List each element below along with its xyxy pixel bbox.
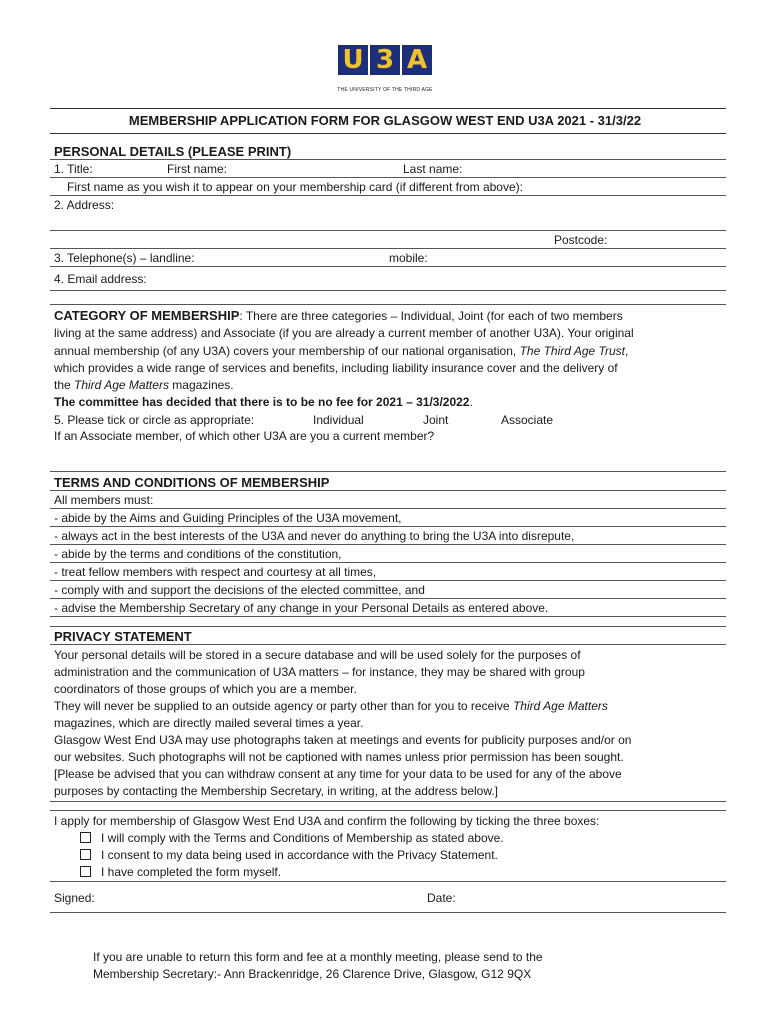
divider [50,912,726,913]
comply-terms-label: I will comply with the Terms and Conditions of Membership as stated above. [101,831,504,845]
fee-statement: The committee has decided that there is to be no fee for 2021 – 31/3/2022. [54,395,473,409]
category-line-2: living at the same address) and Associate (if you are already a current member of another U3A). Your original [54,326,634,340]
privacy-line: Your personal details will be stored in a secure database and will be used solely for the purposes of [54,648,581,662]
privacy-line: our websites. Such photographs will not be captioned with names unless prior permission has been sought. [54,750,624,764]
third-age-matters: Third Age Matters [74,378,169,392]
privacy-line: magazines, which are directly mailed several times a year. [54,716,364,730]
divider [50,290,726,291]
divider [50,133,726,134]
divider [50,801,726,802]
mobile-label: mobile: [389,251,428,265]
form-title: MEMBERSHIP APPLICATION FORM FOR GLASGOW WEST END U3A 2021 - 31/3/22 [128,113,642,128]
apply-intro: I apply for membership of Glasgow West End U3A and confirm the following by ticking the three boxes: [54,814,600,828]
option-joint[interactable]: Joint [423,413,449,427]
divider [50,471,726,472]
category-line-5: the Third Age Matters magazines. [54,378,234,392]
divider [50,266,726,267]
divider [50,544,726,545]
divider [50,304,726,305]
category-line-3: annual membership (of any U3A) covers your membership of our national organisation, The Third Age Trust, [54,344,629,358]
category-heading: CATEGORY OF MEMBERSHIP [54,308,240,323]
completed-form-checkbox[interactable] [80,866,91,877]
terms-heading: TERMS AND CONDITIONS OF MEMBERSHIP [54,475,330,490]
divider [50,159,726,160]
card-name-label: First name as you wish it to appear on your membership card (if different from above): [67,180,523,194]
terms-item: - advise the Membership Secretary of any change in your Personal Details as entered above. [54,601,549,615]
terms-item: - abide by the terms and conditions of the constitution, [54,547,342,561]
logo-tagline: THE UNIVERSITY OF THE THIRD AGE [337,87,433,93]
signed-label: Signed: [54,891,95,905]
footer-line: If you are unable to return this form and fee at a monthly meeting, please send to the [93,950,543,964]
first-name-label: First name: [167,162,228,176]
terms-item: - treat fellow members with respect and courtesy at all times, [54,565,377,579]
terms-intro: All members must: [54,493,154,507]
divider [50,626,726,627]
comply-terms-checkbox[interactable] [80,832,91,843]
completed-form-label: I have completed the form myself. [101,865,282,879]
privacy-line: administration and the communication of U3A matters – for instance, they may be shared with group [54,665,585,679]
third-age-trust: The Third Age Trust [519,344,625,358]
email-label: 4. Email address: [54,272,147,286]
terms-item: - abide by the Aims and Guiding Principles of the U3A movement, [54,511,402,525]
category-line-4: which provides a wide range of services and benefits, including liability insurance cover and the delivery of [54,361,618,375]
divider [50,508,726,509]
divider [50,562,726,563]
logo-letter-u: U [338,45,368,75]
divider [50,810,726,811]
divider [50,526,726,527]
divider [50,616,726,617]
terms-item: - always act in the best interests of the U3A and never do anything to bring the U3A into disrepute, [54,529,575,543]
divider [50,248,726,249]
last-name-label: Last name: [403,162,463,176]
category-intro: : There are three categories – Individual, Joint (for each of two members [239,309,623,323]
consent-data-checkbox[interactable] [80,849,91,860]
privacy-line: coordinators of those groups of which you are a member. [54,682,357,696]
divider [50,644,726,645]
title-label: 1. Title: [54,162,93,176]
divider [50,598,726,599]
footer-address: Membership Secretary:- Ann Brackenridge, 26 Clarence Drive, Glasgow, G12 9QX [93,967,532,981]
date-label: Date: [427,891,456,905]
category-line-1 [54,309,623,323]
privacy-line: Glasgow West End U3A may use photographs taken at meetings and events for publicity purposes and/or on [54,733,632,747]
divider [50,881,726,882]
associate-question: If an Associate member, of which other U3A are you a current member? [54,429,435,443]
privacy-heading: PRIVACY STATEMENT [54,629,192,644]
tick-instruction: 5. Please tick or circle as appropriate: [54,413,255,427]
divider [50,177,726,178]
divider [50,108,726,109]
divider [50,580,726,581]
privacy-line: purposes by contacting the Membership Secretary, in writing, at the address below.] [54,784,499,798]
privacy-line: They will never be supplied to an outside agency or party other than for you to receive Third Age Matters [54,699,608,713]
logo-letter-a: A [402,45,432,75]
postcode-label: Postcode: [554,233,608,247]
telephone-label: 3. Telephone(s) – landline: [54,251,195,265]
privacy-line: [Please be advised that you can withdraw consent at any time for your data to be used for any of the above [54,767,622,781]
divider [50,195,726,196]
option-associate[interactable]: Associate [501,413,554,427]
divider [50,490,726,491]
u3a-logo [338,45,432,75]
terms-item: - comply with and support the decisions of the elected committee, and [54,583,425,597]
address-label: 2. Address: [54,198,115,212]
option-individual[interactable]: Individual [313,413,364,427]
personal-details-heading: PERSONAL DETAILS (PLEASE PRINT) [54,144,292,159]
consent-data-label: I consent to my data being used in accordance with the Privacy Statement. [101,848,498,862]
divider [50,230,726,231]
logo-letter-3: 3 [370,45,400,75]
third-age-matters: Third Age Matters [512,699,608,713]
